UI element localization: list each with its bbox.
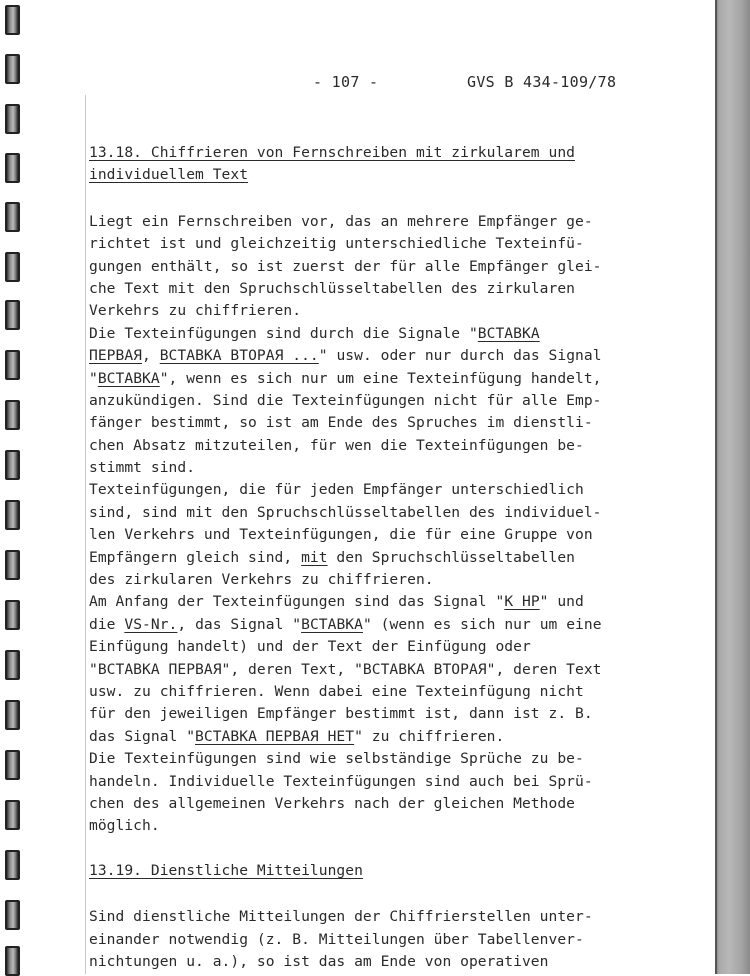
signal-text: ВСТАВКА ПЕРВАЯ НЕТ: [195, 727, 355, 745]
text-span: " zu chiffrieren.: [354, 727, 505, 745]
text-line: gungen enthält, so ist zuerst der für alle Empfänger glei-: [89, 257, 602, 275]
binder-hole: [5, 900, 20, 930]
section-heading: 13.19. Dienstliche Mitteilungen: [89, 861, 363, 879]
binder-hole: [5, 350, 20, 380]
paragraph: [89, 323, 709, 480]
text-line: für den jeweiligen Empfänger bestimmt ist, dann ist z. B.: [89, 705, 593, 723]
text-line: [89, 323, 709, 345]
binder-hole: [5, 800, 20, 830]
margin-line: [85, 95, 86, 974]
text-line: len Verkehrs und Texteinfügungen, die für eine Gruppe von: [89, 526, 593, 544]
text-span: das Signal ": [89, 727, 196, 745]
text-line: Einfügung handelt) und der Text der Einfügung oder: [89, 638, 531, 656]
paragraph: [89, 211, 709, 323]
text-line: chen Absatz mitzuteilen, für wen die Texteinfügungen be-: [89, 436, 584, 454]
binder-hole: [5, 946, 20, 976]
binder-holes: [5, 0, 25, 974]
scanner-edge-strip: [715, 0, 750, 974]
binder-hole: [5, 300, 20, 330]
page-number: - 107 -: [313, 73, 379, 91]
section-heading: individuellem Text: [89, 166, 249, 184]
binder-hole: [5, 600, 20, 630]
text-span: " usw. oder nur durch das Signal: [318, 347, 602, 365]
text-line: Texteinfügungen, die für jeden Empfänger unterschiedlich: [89, 481, 584, 499]
text-line: [89, 591, 709, 613]
section-heading: 13.18. Chiffrieren von Fernschreiben mit zirkularem und: [89, 144, 575, 161]
text-span: den Spruchschlüsseltabellen: [327, 548, 576, 566]
text-line: Liegt ein Fernschreiben vor, das an mehrere Empfänger ge-: [89, 212, 593, 230]
binder-hole: [5, 5, 20, 35]
binder-hole: [5, 202, 20, 232]
text-line: Sind dienstliche Mitteilungen der Chiffrierstellen unter-: [89, 908, 593, 926]
text-span: , das Signal ": [177, 615, 302, 633]
text-line: [89, 726, 709, 748]
text-line: anzukündigen. Sind die Texteinfügungen nicht für alle Emp-: [89, 391, 602, 409]
text-span: Empfängern gleich sind,: [89, 548, 302, 566]
text-span: Am Anfang der Texteinfügungen sind das Signal ": [89, 593, 505, 611]
text-line: stimmt sind.: [89, 459, 196, 477]
signal-text: ВСТАВКА: [301, 615, 363, 633]
binder-hole: [5, 650, 20, 680]
signal-text: ПЕРВАЯ: [89, 347, 143, 365]
signal-text: К НР: [504, 593, 540, 611]
paragraph: [89, 479, 709, 591]
binder-hole: [5, 700, 20, 730]
text-line: usw. zu chiffrieren. Wenn dabei eine Texteinfügung nicht: [89, 682, 584, 700]
binder-hole: [5, 400, 20, 430]
section-heading-line: [89, 860, 709, 882]
signal-text: ВСТАВКА ВТОРАЯ ...: [159, 347, 319, 365]
paragraph: [89, 591, 709, 748]
paragraph: [89, 906, 709, 973]
text-line: handeln. Individuelle Texteinfügungen sind auch bei Sprü-: [89, 772, 593, 790]
binder-hole: [5, 104, 20, 134]
text-line: Die Texteinfügungen sind wie selbständige Sprüche zu be-: [89, 750, 584, 768]
binder-hole: [5, 450, 20, 480]
text-line: einander notwendig (z. B. Mitteilungen über Tabellenver-: [89, 930, 584, 948]
underlined-text: mit: [301, 548, 328, 566]
text-line: möglich.: [89, 817, 160, 835]
text-line: richtet ist und gleichzeitig unterschiedliche Texteinfü-: [89, 235, 584, 253]
text-line: che Text mit den Spruchschlüsseltabellen des zirkularen: [89, 279, 575, 297]
text-line: fänger bestimmt, so ist am Ende des Spruches im dienstli-: [89, 414, 593, 432]
text-span: " und: [539, 593, 584, 611]
underlined-text: VS-Nr.: [124, 615, 178, 633]
text-line: "ВСТАВКА ПЕРВАЯ", deren Text, "ВСТАВКА ВТОРАЯ", deren Text: [89, 660, 602, 678]
binder-hole: [5, 750, 20, 780]
paragraph: [89, 748, 709, 838]
document-reference: GVS B 434-109/78: [467, 73, 617, 91]
text-line: [89, 547, 709, 569]
page-header: [0, 73, 715, 95]
text-span: ,: [142, 347, 160, 365]
binder-hole: [5, 550, 20, 580]
text-span: Die Texteinfügungen sind durch die Signale ": [89, 324, 478, 342]
text-span: ", wenn es sich nur um eine Texteinfügung handelt,: [159, 369, 602, 387]
text-line: [89, 368, 709, 390]
text-line: [89, 614, 709, 636]
binder-hole: [5, 153, 20, 183]
binder-hole: [5, 500, 20, 530]
text-line: Verkehrs zu chiffrieren.: [89, 302, 302, 320]
text-line: [89, 345, 709, 367]
binder-hole: [5, 252, 20, 282]
signal-text: ВСТАВКА: [477, 324, 540, 342]
text-line: des zirkularen Verkehrs zu chiffrieren.: [89, 571, 434, 589]
text-span: die: [89, 615, 125, 633]
text-line: chen des allgemeinen Verkehrs nach der gleichen Methode: [89, 794, 575, 812]
text-span: ": [89, 369, 98, 387]
binder-hole: [5, 850, 20, 880]
signal-text: ВСТАВКА: [97, 369, 160, 387]
text-span: " (wenn es sich nur um eine: [362, 615, 602, 633]
text-line: nichtungen u. a.), so ist das am Ende von operativen: [89, 952, 549, 970]
document-body: [89, 142, 709, 973]
text-line: sind, sind mit den Spruchschlüsseltabellen des individuel-: [89, 503, 602, 521]
